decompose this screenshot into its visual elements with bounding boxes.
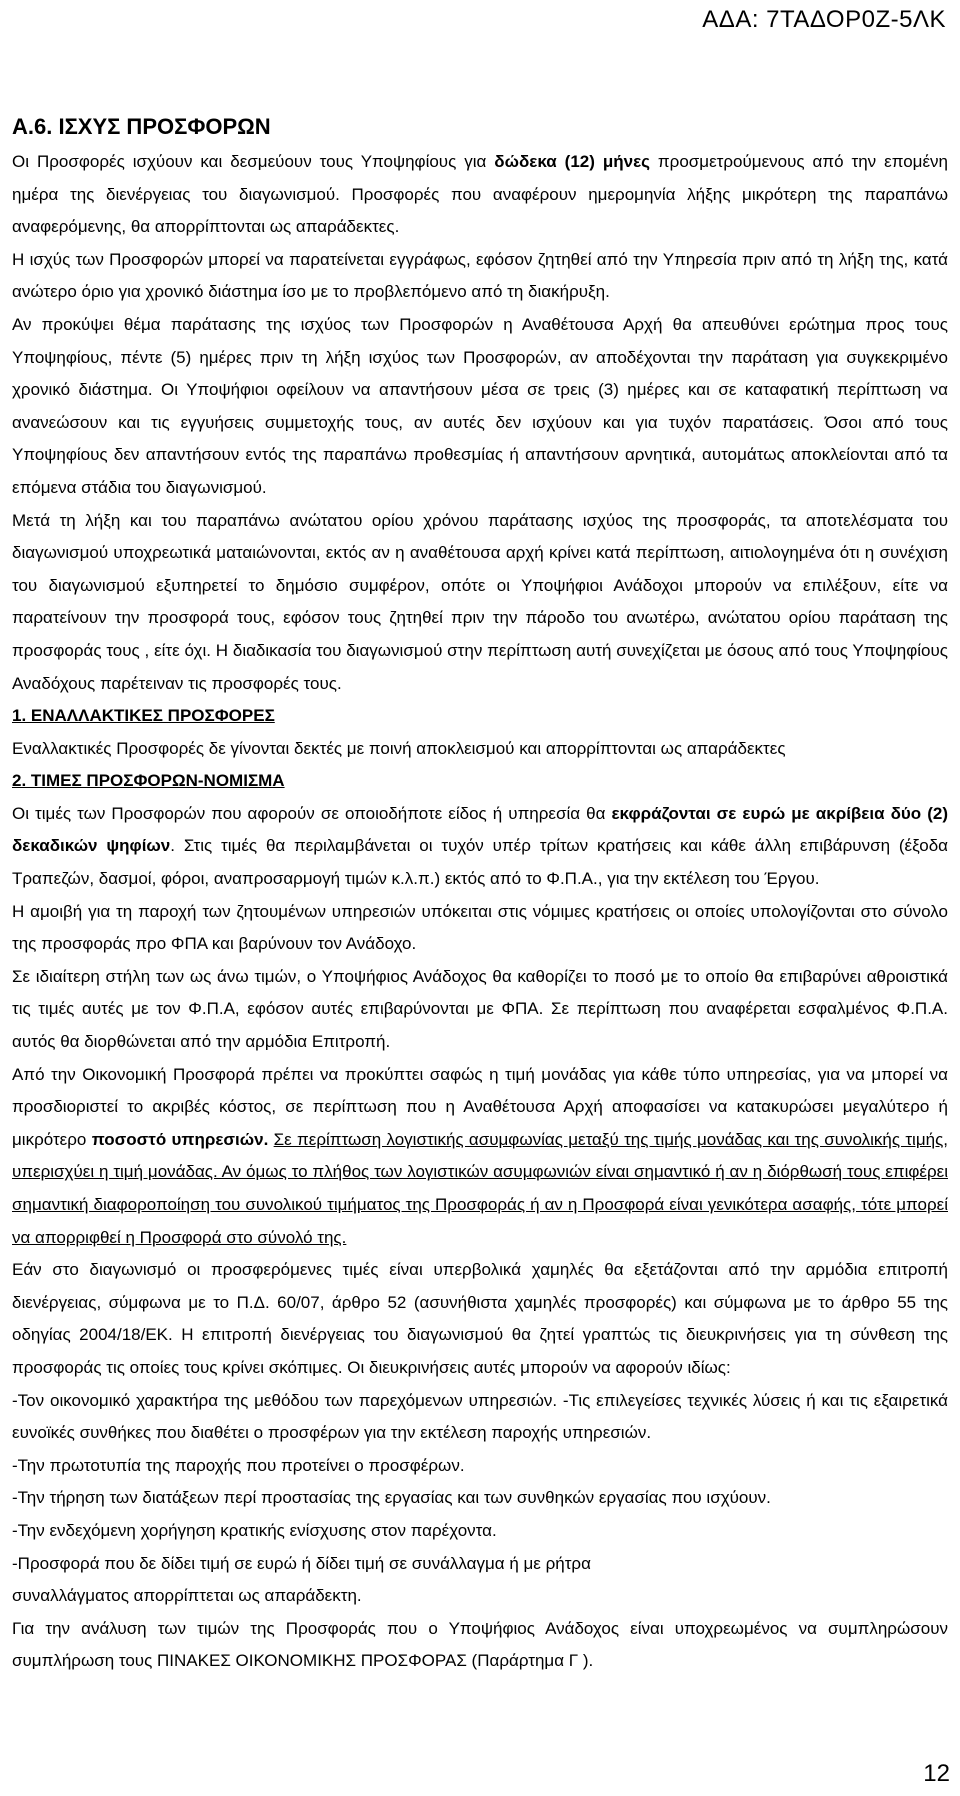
list-item-continuation: συναλλάγματος απορρίπτεται ως απαράδεκτη. (12, 1586, 362, 1606)
list-item: -Προσφορά που δε δίδει τιμή σε ευρώ ή δίδει τιμή σε συνάλλαγμα ή με ρήτρα (12, 1553, 591, 1573)
text-run: Οι τιμές των Προσφορών που αφορούν σε οποιοδήποτε είδος ή υπηρεσία θα (12, 803, 612, 823)
paragraph-expiry: Μετά τη λήξη και του παραπάνω ανώτατου ορίου χρόνου παράτασης ισχύος της προσφοράς, τα αποτελέσματα του διαγωνισμού υποχρεωτικά ματαιώνονται, εκτός αν η αναθέτουσα αρχή κρίνει κατά περίπτωση, αιτιολογημένα ότι η συνέχιση του διαγωνισμού εξυπηρετεί το δημόσιο συμφέρον, οπότε οι Υποψήφιοι Ανάδοχοι μπορούν να επιλέξουν, είτε να παρατείνουν την προσφορά τους, εφόσον τους ζητηθεί πριν την πάροδο του ανωτέρω, ανώτατου ορίου παράταση της προσφοράς τους , είτε όχι. Η διαδικασία του διαγωνισμού στην περίπτωση αυτή συνεχίζεται με όσους από τους Υποψηφίους Αναδόχους παρέτειναν τις προσφορές τους. (12, 510, 948, 693)
list-item: -Τον οικονομικό χαρακτήρα της μεθόδου των παρεχόμενων υπηρεσιών. -Τις επιλεγείσες τεχνικές λύσεις ή και τις εξαιρετικά ευνοϊκές συνθήκες που διαθέτει ο προσφέρων για την εκτέλεση παροχής υπηρεσιών. (12, 1390, 948, 1443)
paragraph-prices (12, 798, 948, 896)
paragraph-extension: Η ισχύς των Προσφορών μπορεί να παρατείνεται εγγράφως, εφόσον ζητηθεί από την Υπηρεσία πριν από τη λήξη της, κατά ανώτερο όριο για χρονικό διάστημα ίσο με το προβλεπόμενο από τη διακήρυξη. (12, 249, 948, 302)
paragraph-vat-column: Σε ιδιαίτερη στήλη των ως άνω τιμών, ο Υποψήφιος Ανάδοχος θα καθορίζει το ποσό με το οποίο θα επιβαρύνει αθροιστικά τις τιμές αυτές με τον Φ.Π.Α, εφόσον αυτές επιβαρύνονται με ΦΠΑ. Σε περίπτωση που αναφέρεται εσφαλμένος Φ.Π.Α. αυτός θα διορθώνεται από την αρμόδια Επιτροπή. (12, 966, 948, 1052)
page-number: 12 (923, 1760, 950, 1787)
paragraph-price-analysis: Για την ανάλυση των τιμών της Προσφοράς που ο Υποψήφιος Ανάδοχος είναι υποχρεωμένος να συμπληρώσουν συμπλήρωση τους ΠΙΝΑΚΕΣ ΟΙΚΟΝΟΜΙΚΗΣ ΠΡΟΣΦΟΡΑΣ (Παράρτημα Γ ). (12, 1618, 948, 1671)
bold-run: δώδεκα (12) μήνες (494, 152, 650, 171)
bold-run: εκφράζονται σε ευρώ με ακρίβεια δύο (2) δεκαδικών ψηφίων (12, 803, 948, 856)
paragraph-alternatives: Εναλλακτικές Προσφορές δε γίνονται δεκτές με ποινή αποκλεισμού και απορρίπτονται ως απαράδεκτες (12, 738, 786, 758)
subsection-title-alternatives: 1. ΕΝΑΛΛΑΚΤΙΚΕΣ ΠΡΟΣΦΟΡΕΣ (12, 706, 275, 726)
paragraph-fee-deductions: Η αμοιβή για τη παροχή των ζητουμένων υπηρεσιών υπόκειται στις νόμιμες κρατήσεις οι οποίες υπολογίζονται στο σύνολο της προσφοράς προ ΦΠΑ και βαρύνουν τον Ανάδοχο. (12, 901, 948, 954)
subsection-title-prices: 2. ΤΙΜΕΣ ΠΡΟΣΦΟΡΩΝ-ΝΟΜΙΣΜΑ (12, 771, 285, 791)
list-item: -Την τήρηση των διατάξεων περί προστασίας της εργασίας και των συνθηκών εργασίας που ισχύουν. (12, 1488, 771, 1508)
list-item: -Την πρωτοτυπία της παροχής που προτείνει ο προσφέρων. (12, 1455, 465, 1475)
text-run: . Στις τιμές θα περιλαμβάνεται οι τυχόν υπέρ τρίτων κρατήσεις και κάθε άλλη επιβάρυνση (έξοδα Τραπεζών, δασμοί, φόροι, αναπροσαρμογή τιμών κ.λ.π.) εκτός από το Φ.Π.Α., για την εκτέλεση του Έργου. (12, 836, 949, 889)
paragraph-unit-price (12, 1059, 948, 1255)
list-item: -Την ενδεχόμενη χορήγηση κρατικής ενίσχυσης στον παρέχοντα. (12, 1520, 497, 1540)
text-run: Οι Προσφορές ισχύουν και δεσμεύουν τους Υποψηφίους για (12, 152, 495, 171)
section-heading: Α.6. ΙΣΧΥΣ ΠΡΟΣΦΟΡΩΝ (12, 114, 271, 139)
document-body (12, 110, 948, 1678)
paragraph-validity (12, 146, 948, 244)
paragraph-low-prices: Εάν στο διαγωνισμό οι προσφερόμενες τιμές είναι υπερβολικά χαμηλές θα εξετάζονται από την αρμόδια επιτροπή διενέργειας, σύμφωνα με το Π.Δ. 60/07, άρθρο 52 (ασυνήθιστα χαμηλές προσφορές) και σύμφωνα με το άρθρο 55 της οδηγίας 2004/18/ΕΚ. Η επιτροπή διενέργειας του διαγωνισμού θα ζητεί γραπτώς τις διευκρινήσεις για τη σύνθεση της προσφοράς τις οποίες τους κρίνει σκόπιμες. Οι διευκρινήσεις αυτές μπορούν να αφορούν ιδίως: (12, 1260, 948, 1377)
text-run: Από την Οικονομική Προσφορά πρέπει να προκύπτει σαφώς η τιμή μονάδας για κάθε τύπο υπηρεσίας, για να μπορεί να προσδιοριστεί το ακριβές κόστος, σε περίπτωση που η Αναθέτουσα Αρχή αποφασίσει να κατακυρώσει μεγαλύτερο ή μικρότερο (12, 1064, 948, 1149)
paragraph-extension-request: Αν προκύψει θέμα παράτασης της ισχύος των Προσφορών η Αναθέτουσα Αρχή θα απευθύνει ερώτημα προς τους Υποψηφίους, πέντε (5) ημέρες πριν τη λήξη ισχύος των Προσφορών, αν αποδέχονται την παράταση για συγκεκριμένο χρονικό διάστημα. Οι Υποψήφιοι οφείλουν να απαντήσουν μέσα σε τρεις (3) ημέρες και σε καταφατική περίπτωση να ανανεώσουν και τις εγγυήσεις συμμετοχής τους, αν αυτές δεν ισχύουν και για τυχόν παρατάσεις. Όσοι από τους Υποψηφίους δεν απαντήσουν εντός της παραπάνω προθεσμίας ή απαντήσουν αρνητικά, αυτομάτως αποκλείονται από τα επόμενα στάδια του διαγωνισμού. (12, 314, 948, 497)
bold-run: ποσοστό υπηρεσιών. (91, 1129, 269, 1149)
ada-code: ΑΔΑ: 7ΤΑΔΟΡ0Ζ-5ΛΚ (702, 6, 946, 33)
underlined-run: Σε περίπτωση λογιστικής ασυμφωνίας μεταξύ της τιμής μονάδας και της συνολικής τιμής, υπερισχύει η τιμή μονάδας. Αν όμως το πλήθος των λογιστικών ασυμφωνιών είναι σημαντικό ή αν η διόρθωσή τους επιφέρει σημαντική διαφοροποίηση του συνολικού τιμήματος της Προσφοράς ή αν η Προσφορά είναι γενικότερα ασαφής, τότε μπορεί να απορριφθεί η Προσφορά στο σύνολό της. (12, 1129, 948, 1247)
text-run: προσμετρούμενους από την επομένη ημέρα της διενέργειας του διαγωνισμού. Προσφορές που αναφέρουν ημερομηνία λήξης μικρότερη της παραπάνω αναφερόμενης, θα απορρίπτονται ως απαράδεκτες. (12, 152, 948, 237)
